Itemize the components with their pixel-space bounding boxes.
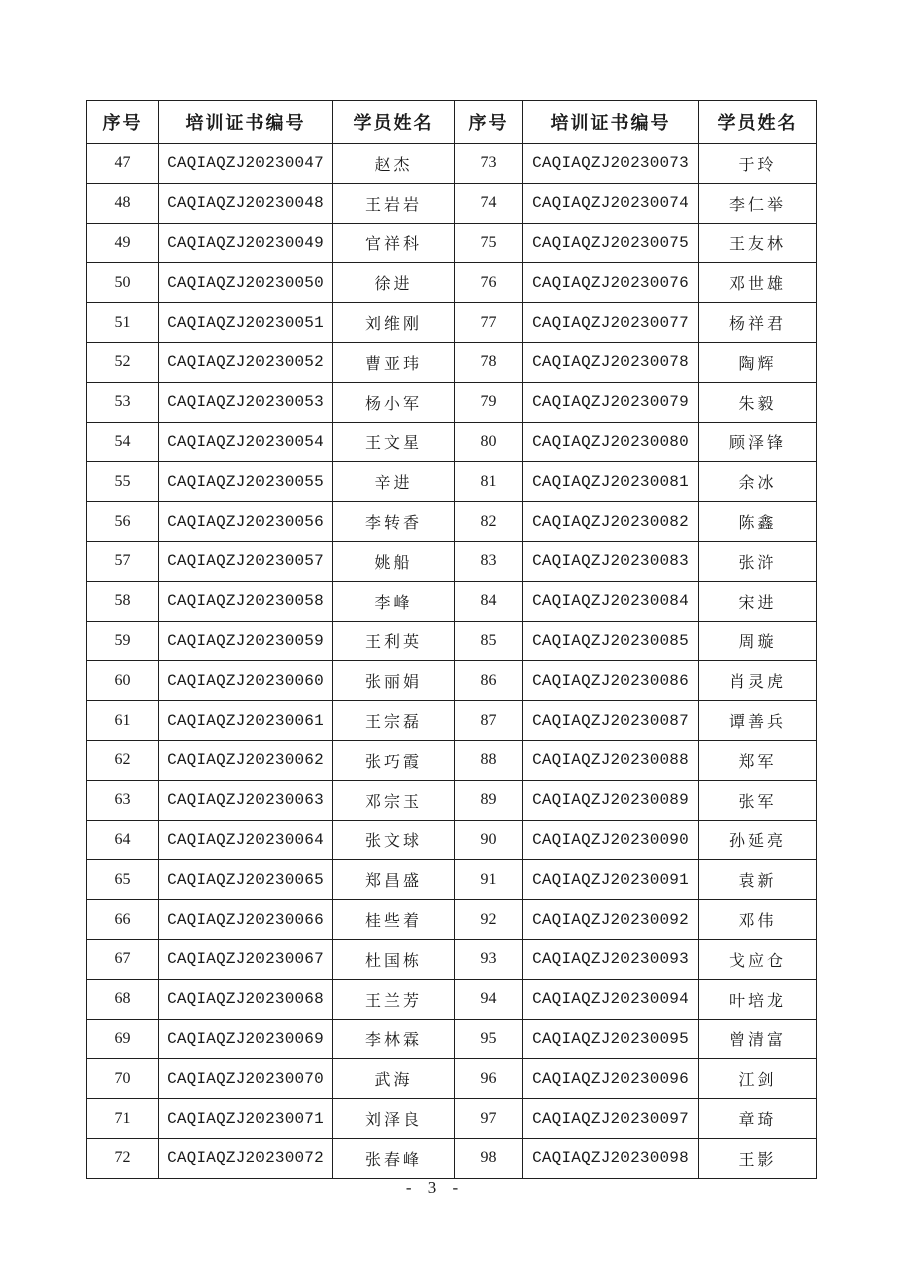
- student-name-cell: 徐进: [333, 263, 455, 303]
- serial-cell: 65: [87, 860, 159, 900]
- table-row: [87, 701, 817, 741]
- cert-number-cell: CAQIAQZJ20230064: [159, 820, 333, 860]
- table-row: [87, 820, 817, 860]
- cert-number-cell: CAQIAQZJ20230066: [159, 900, 333, 940]
- cert-number-cell: CAQIAQZJ20230067: [159, 939, 333, 979]
- cert-number-cell: CAQIAQZJ20230053: [159, 382, 333, 422]
- cert-number-cell: CAQIAQZJ20230094: [523, 979, 699, 1019]
- cert-number-cell: CAQIAQZJ20230057: [159, 541, 333, 581]
- cert-number-cell: CAQIAQZJ20230098: [523, 1138, 699, 1178]
- student-name-cell: 官祥科: [333, 223, 455, 263]
- serial-cell: 94: [455, 979, 523, 1019]
- cert-number-cell: CAQIAQZJ20230061: [159, 701, 333, 741]
- student-name-cell: 江剑: [699, 1059, 817, 1099]
- student-name-cell: 朱毅: [699, 382, 817, 422]
- student-name-cell: 杜国栋: [333, 939, 455, 979]
- cert-number-cell: CAQIAQZJ20230074: [523, 183, 699, 223]
- student-name-cell: 张军: [699, 780, 817, 820]
- cert-number-cell: CAQIAQZJ20230062: [159, 740, 333, 780]
- student-name-cell: 王影: [699, 1138, 817, 1178]
- cert-number-cell: CAQIAQZJ20230085: [523, 621, 699, 661]
- student-name-cell: 辛进: [333, 462, 455, 502]
- student-name-cell: 王岩岩: [333, 183, 455, 223]
- cert-number-cell: CAQIAQZJ20230049: [159, 223, 333, 263]
- serial-cell: 81: [455, 462, 523, 502]
- student-name-cell: 曾清富: [699, 1019, 817, 1059]
- serial-cell: 55: [87, 462, 159, 502]
- cert-number-cell: CAQIAQZJ20230095: [523, 1019, 699, 1059]
- student-name-cell: 张巧霞: [333, 740, 455, 780]
- table-row: [87, 979, 817, 1019]
- student-name-cell: 邓伟: [699, 900, 817, 940]
- cert-number-cell: CAQIAQZJ20230065: [159, 860, 333, 900]
- serial-cell: 62: [87, 740, 159, 780]
- serial-cell: 88: [455, 740, 523, 780]
- student-name-cell: 叶培龙: [699, 979, 817, 1019]
- serial-cell: 76: [455, 263, 523, 303]
- student-name-cell: 宋进: [699, 581, 817, 621]
- serial-cell: 50: [87, 263, 159, 303]
- cert-number-cell: CAQIAQZJ20230073: [523, 144, 699, 184]
- cert-number-cell: CAQIAQZJ20230047: [159, 144, 333, 184]
- student-name-cell: 王友林: [699, 223, 817, 263]
- student-name-cell: 李峰: [333, 581, 455, 621]
- student-name-cell: 张文球: [333, 820, 455, 860]
- serial-cell: 59: [87, 621, 159, 661]
- student-name-cell: 桂些着: [333, 900, 455, 940]
- cert-number-cell: CAQIAQZJ20230068: [159, 979, 333, 1019]
- cert-number-cell: CAQIAQZJ20230077: [523, 303, 699, 343]
- table-row: [87, 780, 817, 820]
- serial-cell: 53: [87, 382, 159, 422]
- serial-cell: 54: [87, 422, 159, 462]
- page-number: - 3 -: [405, 1178, 465, 1197]
- serial-cell: 83: [455, 541, 523, 581]
- table-row: [87, 1059, 817, 1099]
- cert-number-cell: CAQIAQZJ20230063: [159, 780, 333, 820]
- cert-number-cell: CAQIAQZJ20230080: [523, 422, 699, 462]
- serial-cell: 90: [455, 820, 523, 860]
- serial-cell: 58: [87, 581, 159, 621]
- table-body: [87, 144, 817, 1179]
- cert-number-cell: CAQIAQZJ20230051: [159, 303, 333, 343]
- serial-cell: 77: [455, 303, 523, 343]
- student-name-cell: 王兰芳: [333, 979, 455, 1019]
- serial-cell: 71: [87, 1099, 159, 1139]
- serial-cell: 73: [455, 144, 523, 184]
- cert-number-cell: CAQIAQZJ20230093: [523, 939, 699, 979]
- cert-number-cell: CAQIAQZJ20230082: [523, 502, 699, 542]
- header-serial-right: 序号: [455, 101, 523, 144]
- cert-number-cell: CAQIAQZJ20230090: [523, 820, 699, 860]
- cert-number-cell: CAQIAQZJ20230088: [523, 740, 699, 780]
- student-name-cell: 张浒: [699, 541, 817, 581]
- cert-number-cell: CAQIAQZJ20230056: [159, 502, 333, 542]
- serial-cell: 66: [87, 900, 159, 940]
- serial-cell: 67: [87, 939, 159, 979]
- serial-cell: 98: [455, 1138, 523, 1178]
- cert-number-cell: CAQIAQZJ20230076: [523, 263, 699, 303]
- table-row: [87, 342, 817, 382]
- student-name-cell: 于玲: [699, 144, 817, 184]
- student-name-cell: 杨祥君: [699, 303, 817, 343]
- cert-number-cell: CAQIAQZJ20230059: [159, 621, 333, 661]
- student-name-cell: 周璇: [699, 621, 817, 661]
- table-row: [87, 1138, 817, 1178]
- cert-number-cell: CAQIAQZJ20230058: [159, 581, 333, 621]
- serial-cell: 82: [455, 502, 523, 542]
- serial-cell: 72: [87, 1138, 159, 1178]
- student-name-cell: 李仁举: [699, 183, 817, 223]
- table-row: [87, 541, 817, 581]
- student-name-cell: 肖灵虎: [699, 661, 817, 701]
- header-student-name-right: 学员姓名: [699, 101, 817, 144]
- student-name-cell: 郑昌盛: [333, 860, 455, 900]
- serial-cell: 80: [455, 422, 523, 462]
- table-row: [87, 183, 817, 223]
- serial-cell: 95: [455, 1019, 523, 1059]
- table-row: [87, 1019, 817, 1059]
- serial-cell: 97: [455, 1099, 523, 1139]
- cert-number-cell: CAQIAQZJ20230091: [523, 860, 699, 900]
- student-name-cell: 刘维刚: [333, 303, 455, 343]
- serial-cell: 89: [455, 780, 523, 820]
- cert-number-cell: CAQIAQZJ20230078: [523, 342, 699, 382]
- table-row: [87, 860, 817, 900]
- serial-cell: 86: [455, 661, 523, 701]
- cert-number-cell: CAQIAQZJ20230092: [523, 900, 699, 940]
- table-row: [87, 581, 817, 621]
- student-name-cell: 邓世雄: [699, 263, 817, 303]
- certificate-table: [86, 100, 817, 1179]
- table-row: [87, 661, 817, 701]
- cert-number-cell: CAQIAQZJ20230097: [523, 1099, 699, 1139]
- student-name-cell: 袁新: [699, 860, 817, 900]
- student-name-cell: 余冰: [699, 462, 817, 502]
- cert-number-cell: CAQIAQZJ20230089: [523, 780, 699, 820]
- cert-number-cell: CAQIAQZJ20230083: [523, 541, 699, 581]
- student-name-cell: 张春峰: [333, 1138, 455, 1178]
- cert-number-cell: CAQIAQZJ20230087: [523, 701, 699, 741]
- header-student-name-left: 学员姓名: [333, 101, 455, 144]
- serial-cell: 91: [455, 860, 523, 900]
- cert-number-cell: CAQIAQZJ20230072: [159, 1138, 333, 1178]
- student-name-cell: 章琦: [699, 1099, 817, 1139]
- cert-number-cell: CAQIAQZJ20230050: [159, 263, 333, 303]
- table-row: [87, 621, 817, 661]
- student-name-cell: 顾泽锋: [699, 422, 817, 462]
- student-name-cell: 武海: [333, 1059, 455, 1099]
- student-name-cell: 曹亚玮: [333, 342, 455, 382]
- serial-cell: 68: [87, 979, 159, 1019]
- serial-cell: 75: [455, 223, 523, 263]
- header-row: [87, 101, 817, 144]
- serial-cell: 96: [455, 1059, 523, 1099]
- serial-cell: 52: [87, 342, 159, 382]
- serial-cell: 64: [87, 820, 159, 860]
- student-name-cell: 杨小军: [333, 382, 455, 422]
- serial-cell: 93: [455, 939, 523, 979]
- cert-number-cell: CAQIAQZJ20230096: [523, 1059, 699, 1099]
- student-name-cell: 王文星: [333, 422, 455, 462]
- serial-cell: 92: [455, 900, 523, 940]
- table-row: [87, 223, 817, 263]
- student-name-cell: 赵杰: [333, 144, 455, 184]
- table-row: [87, 462, 817, 502]
- serial-cell: 70: [87, 1059, 159, 1099]
- cert-number-cell: CAQIAQZJ20230071: [159, 1099, 333, 1139]
- serial-cell: 84: [455, 581, 523, 621]
- serial-cell: 87: [455, 701, 523, 741]
- cert-number-cell: CAQIAQZJ20230069: [159, 1019, 333, 1059]
- student-name-cell: 李转香: [333, 502, 455, 542]
- table-row: [87, 303, 817, 343]
- student-name-cell: 李林霖: [333, 1019, 455, 1059]
- student-name-cell: 刘泽良: [333, 1099, 455, 1139]
- student-name-cell: 张丽娟: [333, 661, 455, 701]
- table-row: [87, 502, 817, 542]
- header-serial-left: 序号: [87, 101, 159, 144]
- table-row: [87, 740, 817, 780]
- cert-number-cell: CAQIAQZJ20230075: [523, 223, 699, 263]
- student-name-cell: 王利英: [333, 621, 455, 661]
- serial-cell: 74: [455, 183, 523, 223]
- student-name-cell: 陈鑫: [699, 502, 817, 542]
- header-cert-number-left: 培训证书编号: [159, 101, 333, 144]
- student-name-cell: 孙延亮: [699, 820, 817, 860]
- table-row: [87, 263, 817, 303]
- student-name-cell: 姚船: [333, 541, 455, 581]
- table-row: [87, 900, 817, 940]
- student-name-cell: 陶辉: [699, 342, 817, 382]
- table-row: [87, 144, 817, 184]
- table-row: [87, 1099, 817, 1139]
- serial-cell: 69: [87, 1019, 159, 1059]
- table-header: [87, 101, 817, 144]
- serial-cell: 49: [87, 223, 159, 263]
- table-row: [87, 939, 817, 979]
- student-name-cell: 王宗磊: [333, 701, 455, 741]
- cert-number-cell: CAQIAQZJ20230055: [159, 462, 333, 502]
- cert-number-cell: CAQIAQZJ20230070: [159, 1059, 333, 1099]
- serial-cell: 79: [455, 382, 523, 422]
- serial-cell: 48: [87, 183, 159, 223]
- cert-number-cell: CAQIAQZJ20230084: [523, 581, 699, 621]
- student-name-cell: 戈应仓: [699, 939, 817, 979]
- serial-cell: 85: [455, 621, 523, 661]
- serial-cell: 47: [87, 144, 159, 184]
- cert-number-cell: CAQIAQZJ20230086: [523, 661, 699, 701]
- cert-number-cell: CAQIAQZJ20230052: [159, 342, 333, 382]
- table-row: [87, 382, 817, 422]
- serial-cell: 60: [87, 661, 159, 701]
- serial-cell: 78: [455, 342, 523, 382]
- student-name-cell: 谭善兵: [699, 701, 817, 741]
- cert-number-cell: CAQIAQZJ20230081: [523, 462, 699, 502]
- serial-cell: 57: [87, 541, 159, 581]
- serial-cell: 51: [87, 303, 159, 343]
- serial-cell: 56: [87, 502, 159, 542]
- cert-number-cell: CAQIAQZJ20230054: [159, 422, 333, 462]
- cert-number-cell: CAQIAQZJ20230060: [159, 661, 333, 701]
- student-name-cell: 郑军: [699, 740, 817, 780]
- student-name-cell: 邓宗玉: [333, 780, 455, 820]
- header-cert-number-right: 培训证书编号: [523, 101, 699, 144]
- cert-number-cell: CAQIAQZJ20230079: [523, 382, 699, 422]
- table-row: [87, 422, 817, 462]
- serial-cell: 61: [87, 701, 159, 741]
- cert-number-cell: CAQIAQZJ20230048: [159, 183, 333, 223]
- serial-cell: 63: [87, 780, 159, 820]
